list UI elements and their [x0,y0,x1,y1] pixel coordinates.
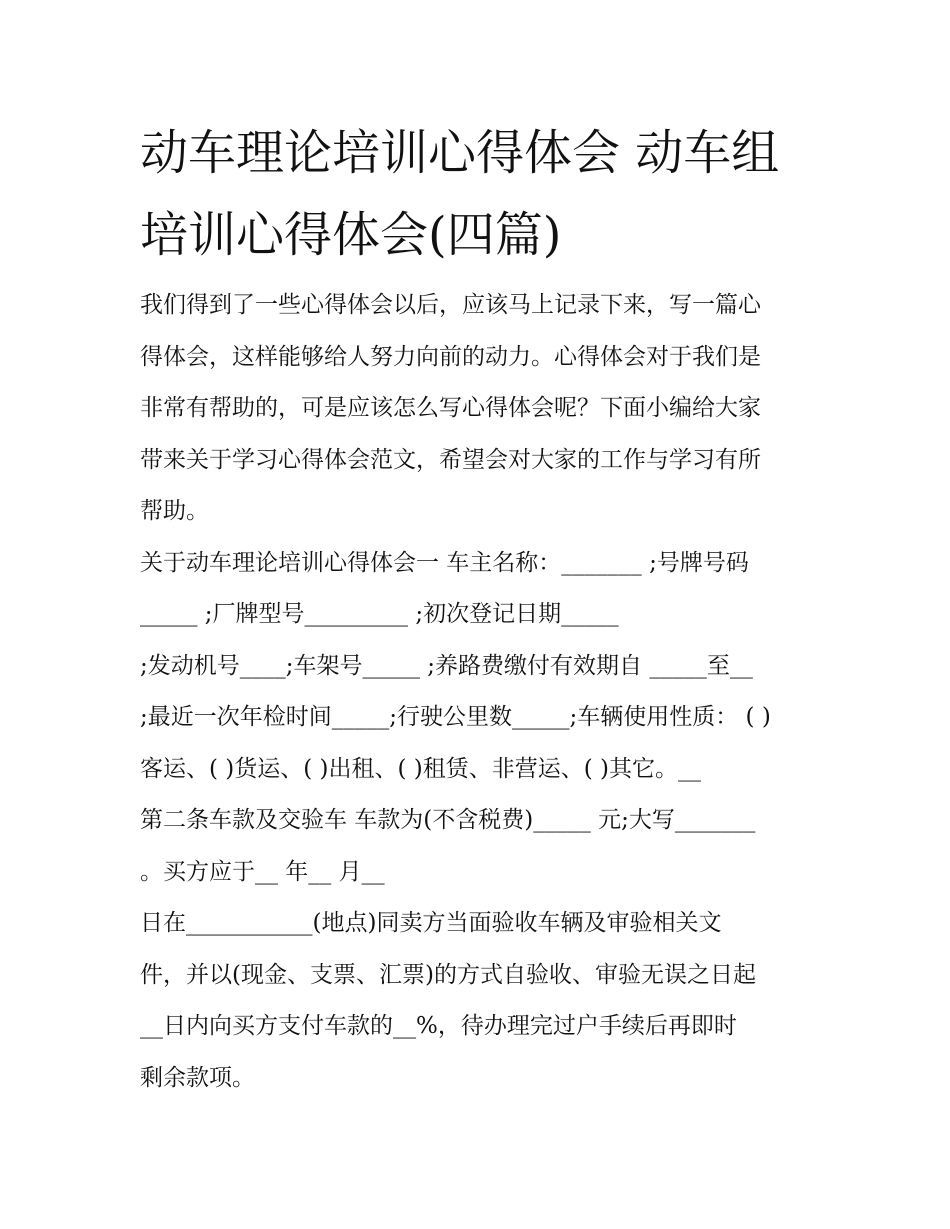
title-line: 动车理论培训心得体会 动车组 [140,125,780,181]
body-line: 关于动车理论培训心得体会一 车主名称：_______ ;号牌号码 [140,549,749,576]
body-line: 得体会，这样能够给人努力向前的动力。心得体会对于我们是 [140,343,761,370]
body-line: 客运、( )货运、( )出租、( )租赁、非营运、( )其它。__ [140,755,702,782]
document-body [140,280,830,1104]
body-line: 帮助。 [140,498,209,524]
title-line: 培训心得体会(四篇) [140,207,562,263]
body-line: 第二条车款及交验车 车款为(不含税费)_____ 元;大写_______ [140,807,756,833]
body-line: 我们得到了一些心得体会以后，应该马上记录下来，写一篇心 [140,292,761,318]
body-line: 剩余款项。 [140,1064,255,1091]
body-line: __日内向买方支付车款的__%，待办理完过户手续后再即时 [140,1013,737,1039]
body-line: ;发动机号____;车架号_____ ;养路费缴付有效期自 _____至__ [140,652,753,679]
body-line: _____ ;厂牌型号_________ ;初次登记日期_____ [140,601,619,627]
body-line: 非常有帮助的，可是应该怎么写心得体会呢？下面小编给大家 [140,395,761,421]
body-line: 件，并以(现金、支票、汇票)的方式自验收、审验无误之日起 [140,961,756,988]
body-line: 带来关于学习心得体会范文，希望会对大家的工作与学习有所 [140,446,761,473]
body-line: ;最近一次年检时间_____;行驶公里数_____;车辆使用性质： ( ) [140,704,771,730]
body-line: 。买方应于__ 年__ 月__ [140,858,385,885]
document-title [140,112,830,276]
body-line: 日在___________(地点)同卖方当面验收车辆及审验相关文 [140,910,722,936]
